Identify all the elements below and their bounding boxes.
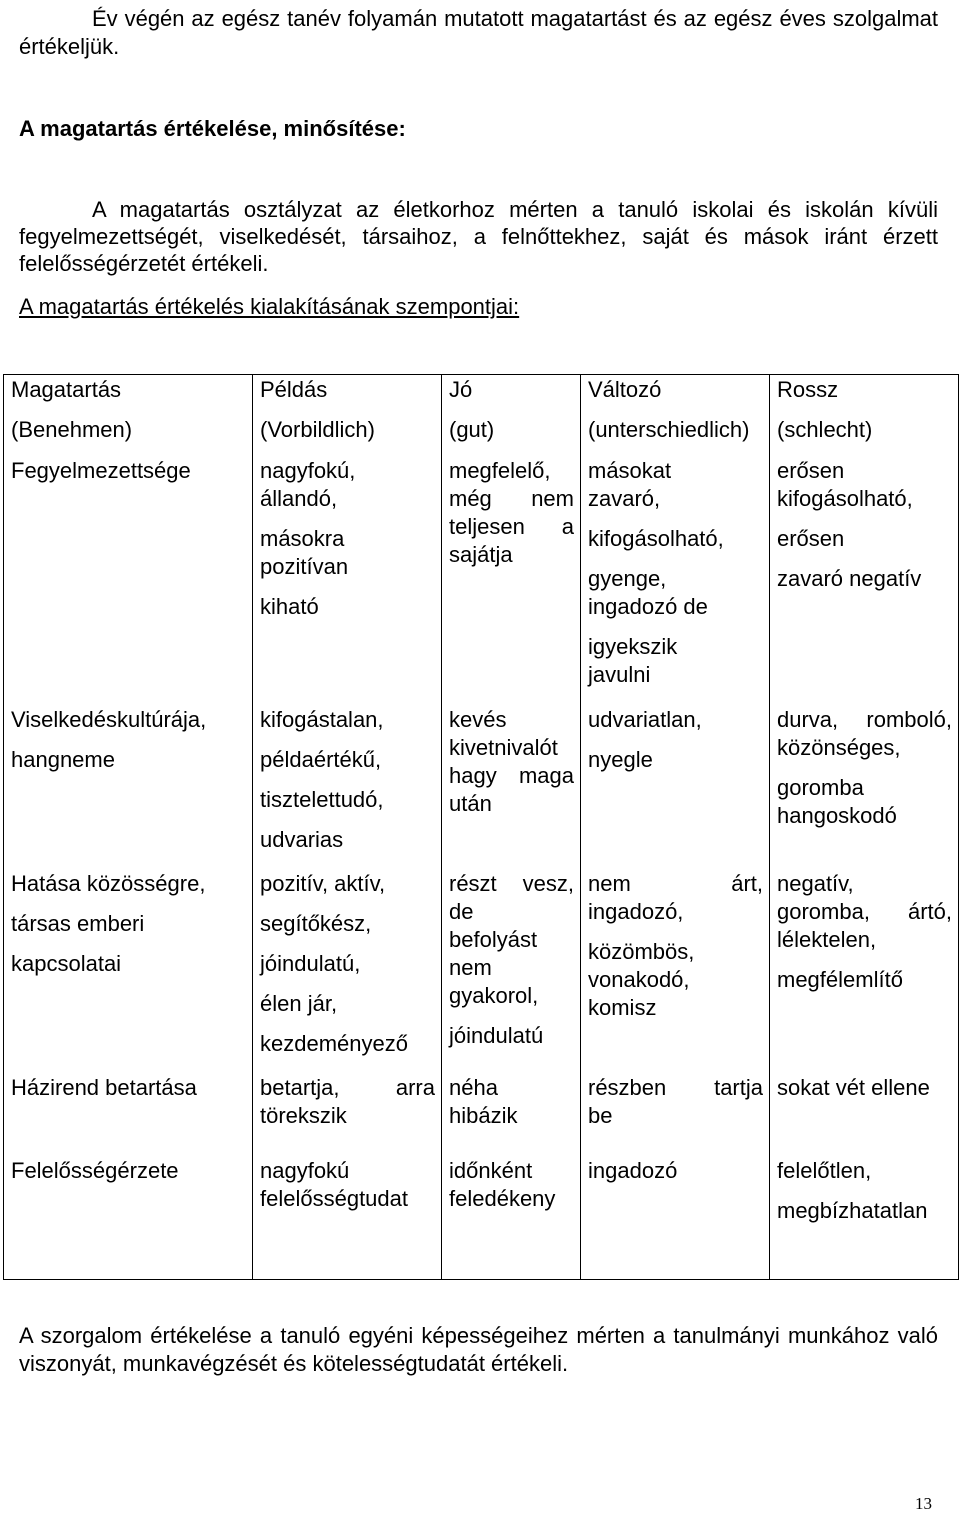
cell-good: megfelelő, még nem teljesen a sajátja bbox=[442, 457, 581, 706]
cell-variable: nem árt, ingadozó, közömbös, vonakodó, komisz bbox=[581, 870, 770, 1074]
row-label: Házirend betartása bbox=[4, 1074, 253, 1157]
cell-bad: sokat vét ellene bbox=[770, 1074, 959, 1157]
definition-paragraph bbox=[19, 196, 938, 277]
header-cell-behavior: Magatartás (Benehmen) bbox=[4, 375, 253, 457]
cell-bad: erősen kifogásolható, erősen zavaró negatív bbox=[770, 457, 959, 706]
header-cell-exemplary: Példás (Vorbildlich) bbox=[253, 375, 442, 457]
table-row bbox=[4, 457, 959, 706]
cell-bad: felelőtlen, megbízhatatlan bbox=[770, 1157, 959, 1280]
diligence-line-1: A szorgalom értékelése a tanuló egyéni képességeihez mérten a tanulmányi bbox=[19, 1323, 780, 1348]
row-label: Felelősségérzete bbox=[4, 1157, 253, 1280]
cell-good: kevés kivetnivalót hagy maga után bbox=[442, 706, 581, 870]
cell-exemplary: betartja, arra törekszik bbox=[253, 1074, 442, 1157]
diligence-line-2: munkához való viszonyát, munkavégzését és kötelességtudatát értékeli. bbox=[19, 1323, 938, 1376]
definition-line-1: A magatartás osztályzat az életkorhoz mérten a tanuló iskolai és iskolán bbox=[92, 197, 874, 222]
criteria-title: A magatartás értékelés kialakításának szempontjai: bbox=[19, 294, 520, 319]
page-number: 13 bbox=[915, 1494, 932, 1513]
cell-variable: másokat zavaró, kifogásolható, gyenge, ingadozó de igyekszik javulni bbox=[581, 457, 770, 706]
intro-line-2: szolgalmat értékeljük. bbox=[19, 6, 938, 59]
table-header-row bbox=[4, 375, 959, 457]
header-cell-variable: Változó (unterschiedlich) bbox=[581, 375, 770, 457]
table-row bbox=[4, 870, 959, 1074]
table-row bbox=[4, 1157, 959, 1280]
table-row bbox=[4, 1074, 959, 1157]
diligence-paragraph bbox=[19, 1322, 938, 1378]
cell-good: néha hibázik bbox=[442, 1074, 581, 1157]
definition-line-2: kívüli fegyelmezettségét, viselkedését, társaihoz, a felnőttekhez, saját és mások bbox=[19, 197, 938, 249]
cell-exemplary: nagyfokú, állandó, másokra pozitívan kiható bbox=[253, 457, 442, 706]
section-title: A magatartás értékelése, minősítése: bbox=[19, 116, 406, 141]
cell-variable: udvariatlan, nyegle bbox=[581, 706, 770, 870]
intro-line-1: Év végén az egész tanév folyamán mutatott magatartást és az egész éves bbox=[92, 6, 826, 31]
cell-good: részt vesz, de befolyást nem gyakorol, jóindulatú bbox=[442, 870, 581, 1074]
cell-exemplary: pozitív, aktív, segítőkész, jóindulatú, élen jár, kezdeményező bbox=[253, 870, 442, 1074]
row-label: Hatása közösségre, társas emberi kapcsolatai bbox=[4, 870, 253, 1074]
row-label: Fegyelmezettsége bbox=[4, 457, 253, 706]
table-row bbox=[4, 706, 959, 870]
header-cell-good: Jó (gut) bbox=[442, 375, 581, 457]
cell-bad: negatív, goromba, ártó, lélektelen, megfélemlítő bbox=[770, 870, 959, 1074]
cell-exemplary: nagyfokú felelősségtudat bbox=[253, 1157, 442, 1280]
definition-line-3: iránt érzett felelősségérzetét értékeli. bbox=[19, 224, 938, 276]
cell-bad: durva, romboló, közönséges, goromba hangoskodó bbox=[770, 706, 959, 870]
row-label: Viselkedéskultúrája, hangneme bbox=[4, 706, 253, 870]
cell-good: időnként feledékeny bbox=[442, 1157, 581, 1280]
cell-exemplary: kifogástalan, példaértékű, tisztelettudó, udvarias bbox=[253, 706, 442, 870]
intro-paragraph bbox=[19, 5, 938, 61]
behavior-rating-table bbox=[3, 374, 959, 1280]
cell-variable: részben tartja be bbox=[581, 1074, 770, 1157]
cell-variable: ingadozó bbox=[581, 1157, 770, 1280]
header-cell-bad: Rossz (schlecht) bbox=[770, 375, 959, 457]
